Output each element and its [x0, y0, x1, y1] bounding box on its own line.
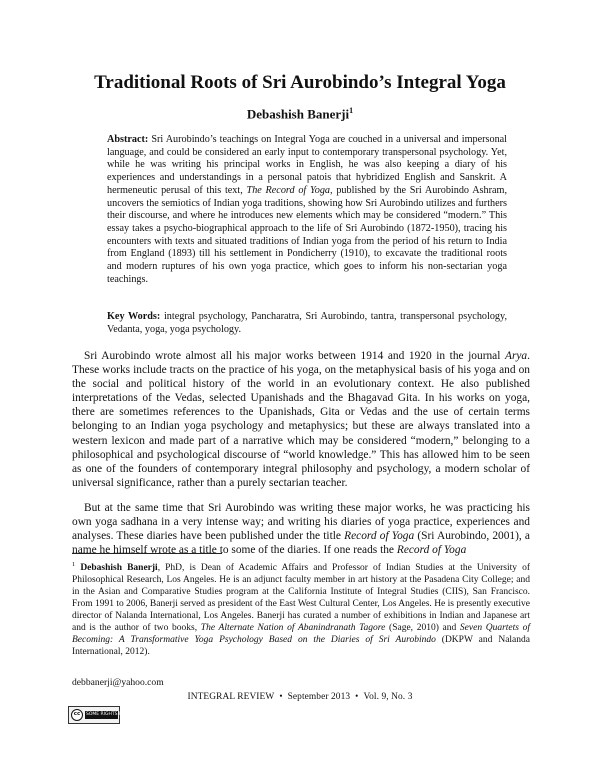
article-title: Traditional Roots of Sri Aurobindo’s Integral Yoga [94, 72, 506, 93]
journal-footer [0, 691, 600, 702]
p2-text-a: But at the same time that Sri Aurobindo was writing these major works, he was practicing his own yoga sadhana in a very intense way; and writing his diaries of yoga practice, experiences and analyses. These diaries have been published under the title [72, 502, 530, 543]
creative-commons-badge[interactable] [68, 706, 143, 724]
p1-text-b: . These works include tracts on the practice of his yoga, on the metaphysical basis of his yoga and on the social and political history of the world in an evolutionary context. He also published interpretations of the Vedas, selected Upanishads and the Bhagavad Gita. In his works on yoga, there are sometimes references to the Upanishads, Gita or Vedas and the use of certain terms belonging to an Indian yoga psychology and metaphysics; but these are always translated into a western lexicon and made part of a narrative which may be considered “modern,” belonging to a philosophical and psychological discourse of “world knowledge.” This has allowed him to be seen as one of the founders of contemporary integral philosophy and psychology, a modern scholar of universal significance, rather than a purely sectarian teacher. [72, 350, 530, 489]
keywords-label: Key Words: [107, 311, 161, 322]
p2-title-1: Record of Yoga [344, 530, 415, 543]
journal-date: September 2013 [287, 692, 351, 702]
author-name: Debashish Banerji [246, 106, 350, 122]
keywords-text: integral psychology, Pancharatra, Sri Aurobindo, tantra, transpersonal psychology, Vedanta, yoga, yoga psychology. [107, 311, 508, 335]
cc-label-text: SOME RIGHTS RESERVED [86, 712, 143, 717]
cc-icon: cc [71, 709, 83, 721]
abstract-italic-title: The Record of Yoga, [246, 184, 333, 196]
footer-separator-1: • [279, 691, 283, 701]
author-line [0, 106, 600, 122]
footnote-divider [72, 553, 222, 554]
footnote-author-name: Debashish Banerji [80, 563, 158, 574]
footnote-book-1: The Alternate Nation of Abanindranath Tagore [200, 622, 386, 633]
p1-journal-name: Arya [504, 350, 528, 362]
p2-title-2: Record of Yoga [396, 544, 467, 557]
p2-text-b: (Sri Aurobindo, 2001), a name he himself wrote as a title to some of the diaries. If one reads the [72, 530, 530, 557]
abstract [107, 134, 507, 286]
journal-name: INTEGRAL REVIEW [187, 692, 275, 702]
footnote [72, 559, 530, 658]
p1-text-a: Sri Aurobindo wrote almost all his major works between 1914 and 1920 in the journal [84, 350, 501, 362]
author-footnote-mark[interactable]: 1 [349, 106, 354, 115]
body-paragraph-1 [72, 349, 530, 490]
abstract-label: Abstract: [107, 134, 149, 145]
footnote-mark: 1 [72, 561, 76, 568]
keywords [107, 311, 507, 336]
body-paragraph-2 [72, 501, 530, 557]
journal-volume: Vol. 9, No. 3 [363, 692, 413, 702]
footnote-text-c: (DKPW and Nalanda International, 2012). [72, 634, 530, 657]
footnote-text-a: , PhD, is Dean of Academic Affairs and Professor of Indian Studies at the University of Philosophical Research, Los Angeles. He is an adjunct faculty member in art history at the Pasadena City College; and in the Asian and Comparative Studies program at the California Institute of Integral Studies (CIIS), San Francisco. From 1991 to 2006, Banerji served as president of the East West Cultural Center, Los Angeles. He is presently executive director of Nalanda International, Los Angeles. Banerji has curated a number of exhibitions in Indian and Japanese art and is the author of two books, [72, 563, 530, 633]
footnote-book-2: Seven Quartets of Becoming: A Transformative Yoga Psychology Based on the Diaries of Sri Aurobindo [72, 622, 531, 645]
footnote-text-b: (Sage, 2010) and [389, 622, 457, 633]
author-email-link[interactable]: debbanerji@yahoo.com [72, 677, 164, 688]
footer-separator-2: • [355, 691, 359, 701]
abstract-text-continued: published by the Sri Aurobindo Ashram, uncovers the semiotics of Indian yoga traditions, showing how Sri Aurobindo utilizes and furthers their discourse, and where he introduces new elements which may be considered “modern.” This essay takes a psycho-biographical approach to the life of Sri Aurobindo (1872-1950), tracing his encounters with texts and situated traditions of Indian yoga from the period of his return to India from England (1893) till his settlement in Pondicherry (1910), to excavate the traditional roots and modern ruptures of his own yoga practice, which goes to inform his non-sectarian yoga teachings. [107, 184, 508, 285]
abstract-text: Sri Aurobindo’s teachings on Integral Yoga are couched in a universal and impersonal language, and could be considered an early input to contemporary transpersonal psychology. Yet, while he was writing his principal works in English, he was also keeping a diary of his experiences and understandings in a personal patois that hybridized English and Sanskrit. A hermeneutic perusal of this text, [107, 134, 508, 196]
